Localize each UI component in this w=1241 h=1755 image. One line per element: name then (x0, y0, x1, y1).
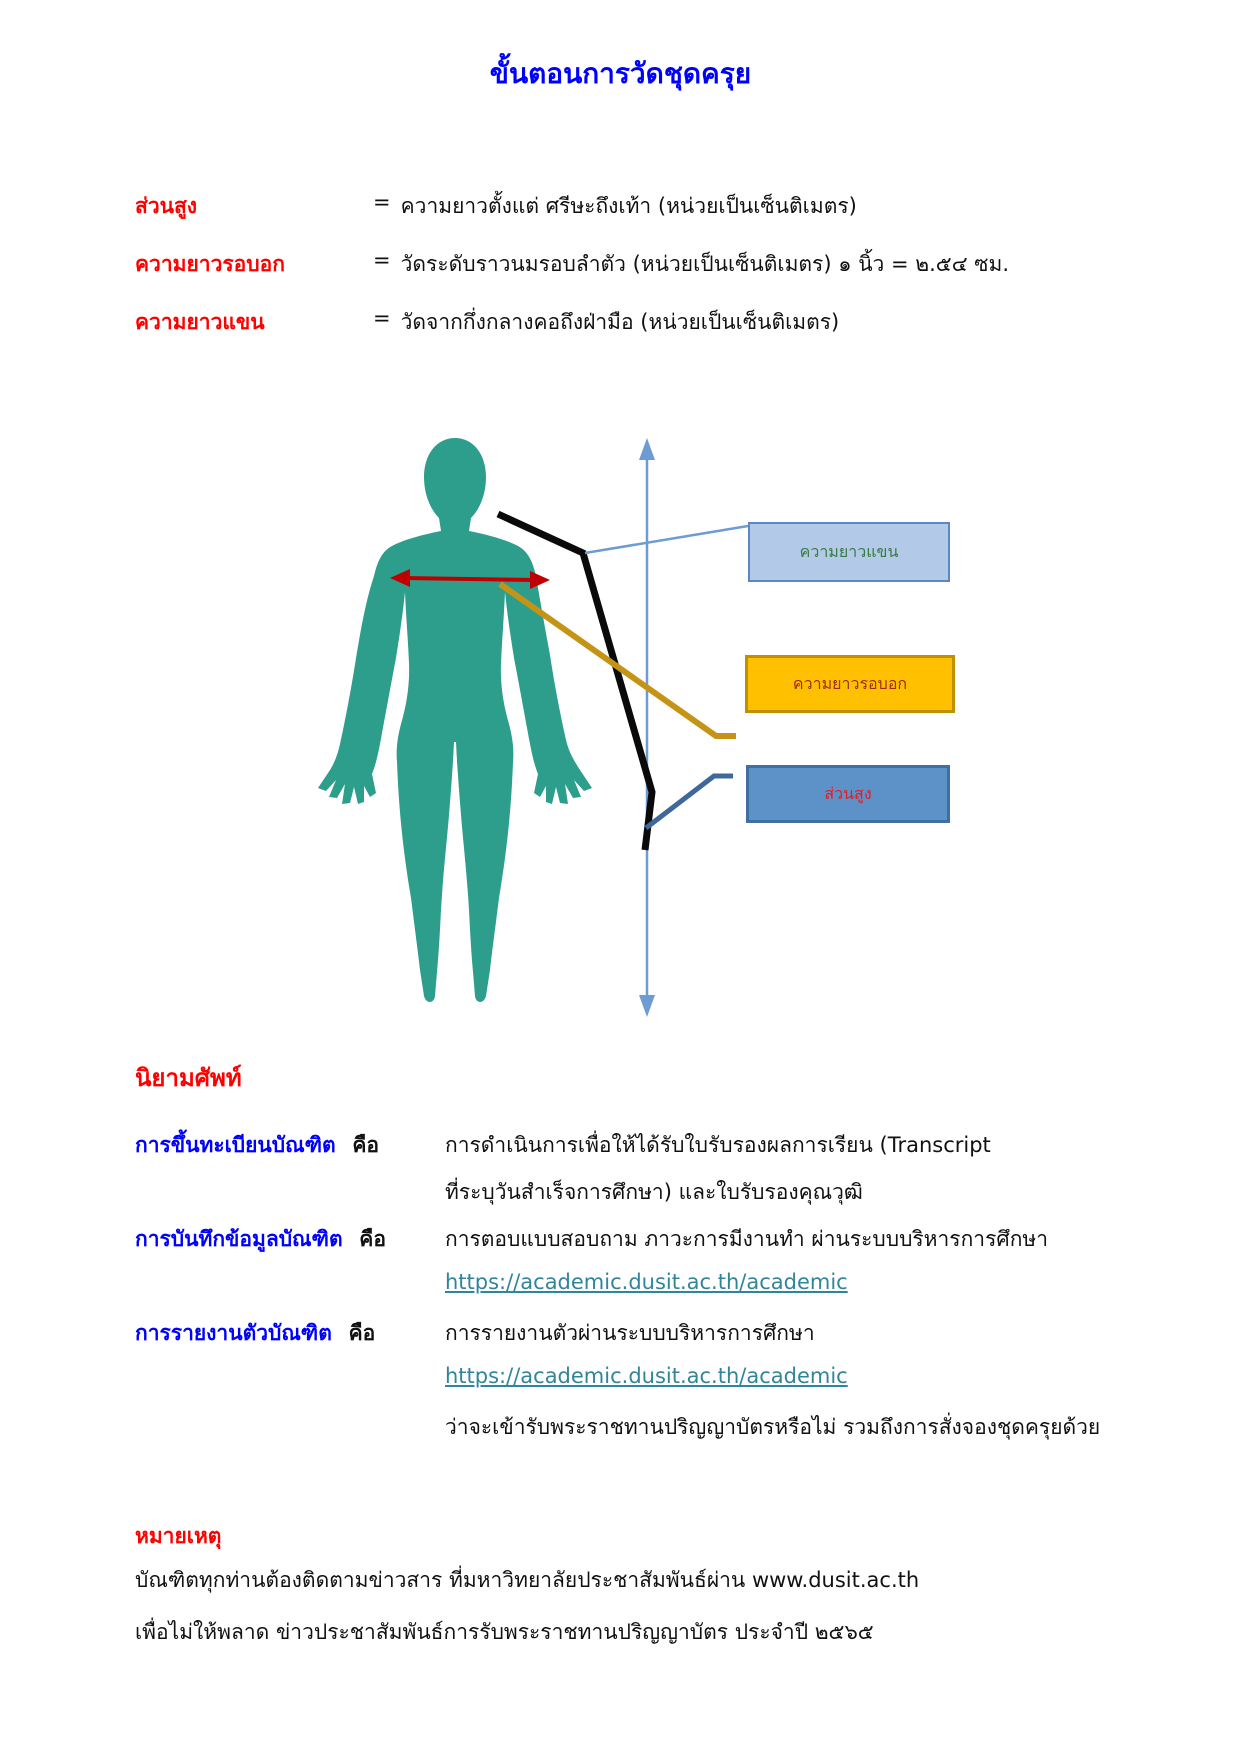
measurement-row-chest (135, 248, 1185, 281)
definition-term: การรายงานตัวบัณฑิต (135, 1321, 332, 1345)
arm-connector-line (585, 526, 748, 553)
definition-keyword: คือ (348, 1321, 376, 1345)
definition-row (135, 1364, 1195, 1411)
arm-length-label-box: ความยาวแขน (748, 522, 950, 582)
body-measurement-diagram (0, 420, 1241, 1040)
definitions-heading: นิยามศัพท์ (135, 1064, 242, 1092)
equals-sign: = (373, 190, 391, 214)
academic-system-link[interactable]: https://academic.dusit.ac.th/academic (445, 1364, 848, 1388)
arrow-right-icon (530, 571, 550, 589)
body-silhouette-figure (318, 438, 592, 1002)
definition-row (135, 1223, 1195, 1270)
equals-sign: = (373, 248, 391, 272)
academic-system-link[interactable]: https://academic.dusit.ac.th/academic (445, 1270, 848, 1294)
measurement-text: วัดจากกึ่งกลางคอถึงฝ่ามือ (หน่วยเป็นเซ็นติเมตร) (400, 310, 840, 334)
definition-text: การดำเนินการเพื่อให้ได้รับใบรับรองผลการเรียน (Transcript (445, 1133, 991, 1157)
measurement-label: ส่วนสูง (135, 194, 198, 218)
arrow-up-icon (639, 438, 655, 460)
definition-text: ว่าจะเข้ารับพระราชทานปริญญาบัตรหรือไม่ รวมถึงการสั่งจองชุดครุยด้วย (445, 1415, 1101, 1439)
definition-keyword: คือ (352, 1133, 380, 1157)
measurement-label: ความยาวรอบอก (135, 252, 285, 276)
measurement-row-height (135, 190, 1185, 223)
height-measure-line (639, 438, 655, 1017)
note-heading: หมายเหตุ (135, 1524, 222, 1548)
definition-row (135, 1317, 1195, 1364)
definitions-section (135, 1058, 1195, 1458)
measurement-label: ความยาวแขน (135, 310, 265, 334)
definition-text: การรายงานตัวผ่านระบบบริหารการศึกษา (445, 1321, 815, 1345)
diagram-canvas (0, 420, 1241, 1040)
note-line: เพื่อไม่ให้พลาด ข่าวประชาสัมพันธ์การรับพระราชทานปริญญาบัตร ประจำปี ๒๕๖๕ (135, 1620, 874, 1644)
note-line: บัณฑิตทุกท่านต้องติดตามข่าวสาร ที่มหาวิทยาลัยประชาสัมพันธ์ผ่าน www.dusit.ac.th (135, 1568, 920, 1592)
definition-term: การขึ้นทะเบียนบัณฑิต (135, 1133, 336, 1157)
arrow-down-icon (639, 995, 655, 1017)
height-connector-line (646, 776, 733, 828)
chest-length-label-box: ความยาวรอบอก (745, 655, 955, 713)
definition-row (135, 1411, 1195, 1458)
definition-term: การบันทึกข้อมูลบัณฑิต (135, 1227, 343, 1251)
definition-row (135, 1129, 1195, 1176)
page-title: ขั้นตอนการวัดชุดครุย (489, 57, 752, 90)
definition-row (135, 1270, 1195, 1317)
definition-text: ที่ระบุวันสำเร็จการศึกษา) และใบรับรองคุณวุฒิ (445, 1180, 863, 1204)
measurement-text: วัดระดับราวนมรอบลำตัว (หน่วยเป็นเซ็นติเมตร) ๑ นิ้ว = ๒.๕๔ ซม. (400, 252, 1010, 276)
height-label-box: ส่วนสูง (746, 765, 950, 823)
definition-text: การตอบแบบสอบถาม ภาวะการมีงานทำ ผ่านระบบบริหารการศึกษา (445, 1227, 1049, 1251)
definition-keyword: คือ (359, 1227, 386, 1251)
equals-sign: = (373, 306, 391, 330)
measurement-row-arm (135, 306, 1185, 339)
definition-row (135, 1176, 1195, 1223)
note-section (135, 1520, 1195, 1667)
measurement-text: ความยาวตั้งแต่ ศรีษะถึงเท้า (หน่วยเป็นเซ็นติเมตร) (400, 194, 857, 218)
